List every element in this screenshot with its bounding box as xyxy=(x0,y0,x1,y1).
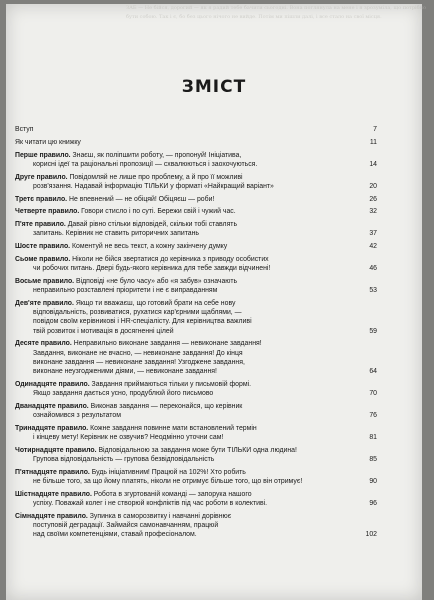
toc-rule-heading: Десяте правило. xyxy=(15,340,72,348)
toc-entry-line xyxy=(15,380,357,389)
toc-entry xyxy=(15,242,377,251)
page-title: ЗМІСТ xyxy=(181,77,247,97)
toc-rule-heading: Дев'яте правило. xyxy=(15,299,74,307)
toc-entry-text: Зупинка в саморозвитку і навчанні дорівнює xyxy=(87,512,232,520)
toc-entry-line xyxy=(15,521,357,530)
toc-entry-line xyxy=(15,151,357,160)
toc-entry-text: відповідальність, розвиватися, рухатися кар'єрними щаблями, — xyxy=(33,309,242,317)
toc-entry xyxy=(15,173,377,191)
toc-entry-text: Робота в згуртованій команді — запорука нашого xyxy=(91,490,252,498)
toc-entry-line xyxy=(15,195,357,204)
toc-rule-heading: Друге правило. xyxy=(15,173,68,181)
toc-entry-text: Групова відповідальність — групова безвідповідальність xyxy=(33,456,215,463)
book-page xyxy=(6,4,426,600)
toc-entry-text: Повідомляй не лише про проблему, а й про її можливі xyxy=(67,173,243,181)
toc-entry-text: виконане неузгодженими діями, — невиконане завдання! xyxy=(33,368,217,375)
toc-entry xyxy=(15,195,377,204)
toc-entry-text: Виконав завдання — переконайся, що керівник xyxy=(88,402,243,410)
toc-entry-line xyxy=(15,446,357,455)
toc-entry-line xyxy=(15,264,357,273)
toc-entry-text: виконане завдання — невиконане завдання! Узгоджене завдання, xyxy=(33,358,245,366)
toc-entry xyxy=(15,402,377,420)
toc-page-number: 102 xyxy=(365,531,377,539)
toc-entry-text: Завдання, виконане не вчасно, — невиконане завдання! До кінця xyxy=(33,349,243,357)
toc-rule-heading: Сьоме правило. xyxy=(15,255,71,263)
toc-entry-line xyxy=(15,433,357,442)
toc-entry-line xyxy=(15,160,357,169)
toc-rule-heading: Тринадцяте правило. xyxy=(15,424,89,432)
toc-rule-heading: Одинадцяте правило. xyxy=(15,380,90,388)
toc-entry xyxy=(15,125,377,134)
toc-entry-line xyxy=(15,512,357,521)
toc-entry-text: успіху. Поважай колег і не створюй конфліктів під час роботи в колективі. xyxy=(33,500,268,507)
toc-entry-text: Неправильно виконане завдання — невиконане завдання! xyxy=(71,340,262,348)
toc-entry-text: твій розвиток і мотивація в досягненні цілей xyxy=(33,327,174,335)
toc-rule-heading: П'ятнадцяте правило. xyxy=(15,468,90,476)
toc-entry-text: не більше того, за що йому платять, ніколи не отримує більше того, що він отримує! xyxy=(33,478,303,485)
toc-entry-text: корисні ідеї та раціональні пропозиції — схвалюються і заохочуються. xyxy=(33,160,258,168)
toc-page-number: 64 xyxy=(369,368,377,375)
toc-entry-text: Якщо ти вважаєш, що готовий брати на себе нову xyxy=(73,299,236,307)
toc-entry xyxy=(15,468,377,486)
toc-entry-text: Якщо завдання дається усно, продублюй його письмово xyxy=(33,390,214,397)
toc-entry-line xyxy=(15,367,357,376)
bleed-through-text: ЗАБ — Не бійся, дорогий — як я радий тебе бачити сьогодні. Вона поглянула на мене і я зрозуміла, що потрібно бути собою. Так і є, бо без цього нічого не вийде. Потім ми пішли далі, і все стало на свої місця. xyxy=(126,5,426,20)
toc-page-number: 96 xyxy=(369,500,377,507)
toc-page-number: 90 xyxy=(369,478,377,485)
toc-entry-line xyxy=(15,317,357,326)
toc-rule-heading: Перше правило. xyxy=(15,151,71,159)
toc-entry-text: Кожне завдання повинне мати встановлений термін xyxy=(88,424,257,432)
toc-entry-text: неправильно розставлені пріоритети і не є виправданням xyxy=(33,287,218,295)
toc-rule-heading: Чотирнадцяте правило. xyxy=(15,446,97,454)
toc-entry-line xyxy=(15,358,357,367)
toc-entry xyxy=(15,339,377,376)
toc-entry-line xyxy=(15,339,357,348)
toc-entry-text: розв'язання. Надавай інформацію ТІЛЬКИ у форматі «Найкращий варіант» xyxy=(33,182,274,190)
toc-entry-text: Давай рівно стільки відповідей, скільки тобі ставлять xyxy=(65,221,238,229)
toc-page-number: 14 xyxy=(369,160,377,168)
toc-entry-line xyxy=(15,389,357,398)
toc-entry-line xyxy=(15,424,357,433)
toc-page-number: 53 xyxy=(369,287,377,295)
toc-page-number: 20 xyxy=(369,182,377,190)
toc-entry-line xyxy=(15,277,357,286)
toc-rule-heading: Третє правило. xyxy=(15,195,68,203)
toc-entry-text: Відповідальною за завдання може бути ТІЛЬКИ одна людина! xyxy=(96,446,297,454)
toc-entry-line xyxy=(15,411,357,420)
toc-entry-text: ознайомився з результатом xyxy=(33,412,121,419)
toc-entry-line xyxy=(15,490,357,499)
toc-entry-line xyxy=(15,477,357,486)
toc-entry-line xyxy=(15,402,357,411)
toc-page-number: 26 xyxy=(369,195,377,203)
toc-page-number: 42 xyxy=(369,243,377,251)
toc-entry xyxy=(15,512,377,540)
toc-page-number: 37 xyxy=(369,230,377,238)
toc-entry xyxy=(15,138,377,147)
toc-entry-line xyxy=(15,182,357,191)
toc-page-number: 76 xyxy=(369,412,377,419)
toc-entry-text: чи робочих питань. Двері будь-якого керівника для тебе завжди відчинені! xyxy=(33,265,271,273)
table-of-contents xyxy=(15,125,377,543)
toc-entry-text: запитань. Керівник не ставить риторичних запитань xyxy=(33,230,199,238)
toc-entry xyxy=(15,446,377,464)
toc-entry-text: повідом своїм керівникові і HR-спеціалісту. Для керівництва важливі xyxy=(33,318,252,326)
toc-entry-text: Відповіді «не було часу» або «я забув» означають xyxy=(74,277,238,285)
toc-entry-line xyxy=(15,499,357,508)
toc-rule-heading: П'яте правило. xyxy=(15,221,66,229)
toc-page-number: 46 xyxy=(369,265,377,273)
toc-entry-line xyxy=(15,299,357,308)
toc-entry xyxy=(15,424,377,442)
toc-page-number: 32 xyxy=(369,208,377,216)
toc-entry-line xyxy=(15,229,357,238)
toc-entry xyxy=(15,207,377,216)
toc-rule-heading: Дванадцяте правило. xyxy=(15,402,89,410)
toc-entry xyxy=(15,299,377,336)
toc-entry-line xyxy=(15,349,357,358)
toc-entry-line xyxy=(15,138,357,147)
toc-page-number: 85 xyxy=(369,456,377,463)
toc-entry xyxy=(15,490,377,508)
toc-entry xyxy=(15,255,377,273)
toc-entry-line xyxy=(15,530,357,539)
toc-entry-line xyxy=(15,286,357,295)
toc-entry-text: Коментуй не весь текст, а кожну закінчену думку xyxy=(70,243,228,251)
toc-page-number: 70 xyxy=(369,390,377,397)
toc-entry-line xyxy=(15,255,357,264)
toc-entry-text: Як читати цю книжку xyxy=(15,138,81,146)
toc-entry-line xyxy=(15,455,357,464)
toc-rule-heading: Шосте правило. xyxy=(15,243,71,251)
toc-entry xyxy=(15,380,377,398)
toc-entry-text: Будь ініціативним! Працюй на 102%! Хто робить xyxy=(89,468,246,476)
toc-page-number: 7 xyxy=(373,126,377,133)
toc-entry-text: і кінцеву мету! Керівник не озвучив? Неодмінно уточни сам! xyxy=(33,434,224,441)
toc-entry-line xyxy=(15,220,357,229)
toc-page-number: 11 xyxy=(369,138,377,146)
toc-entry xyxy=(15,151,377,169)
toc-entry-line xyxy=(15,327,357,336)
toc-entry-text: Завдання приймаються тільки у письмовій формі. xyxy=(89,380,252,388)
toc-entry-line xyxy=(15,242,357,251)
toc-entry-text: Не впевнений — не обіцяй! Обіцяєш — роби! xyxy=(67,195,215,203)
toc-entry-line xyxy=(15,125,357,134)
toc-rule-heading: Шістнадцяте правило. xyxy=(15,490,92,498)
toc-entry-line xyxy=(15,207,357,216)
toc-page-number: 81 xyxy=(369,434,377,441)
toc-entry-line xyxy=(15,468,357,477)
toc-entry-text: Вступ xyxy=(15,126,34,133)
toc-entry xyxy=(15,277,377,295)
toc-entry xyxy=(15,220,377,238)
toc-entry-line xyxy=(15,173,357,182)
toc-entry-text: над своїми компетенціями, ставай професіоналом. xyxy=(33,531,197,539)
toc-rule-heading: Четверте правило. xyxy=(15,208,80,216)
toc-entry-text: поступовій деградації. Займайся самонавчанням, працюй xyxy=(33,522,219,529)
toc-rule-heading: Сімнадцяте правило. xyxy=(15,512,88,520)
toc-rule-heading: Восьме правило. xyxy=(15,277,75,285)
toc-entry-text: Знаєш, як поліпшити роботу, — пропонуй! Ініціатива, xyxy=(70,151,242,159)
toc-entry-text: Ніколи не бійся звертатися до керівника з приводу особистих xyxy=(70,255,269,263)
toc-page-number: 59 xyxy=(369,327,377,335)
toc-entry-line xyxy=(15,308,357,317)
toc-entry-text: Говори стисло і по суті. Бережи свій і чужий час. xyxy=(79,208,236,216)
